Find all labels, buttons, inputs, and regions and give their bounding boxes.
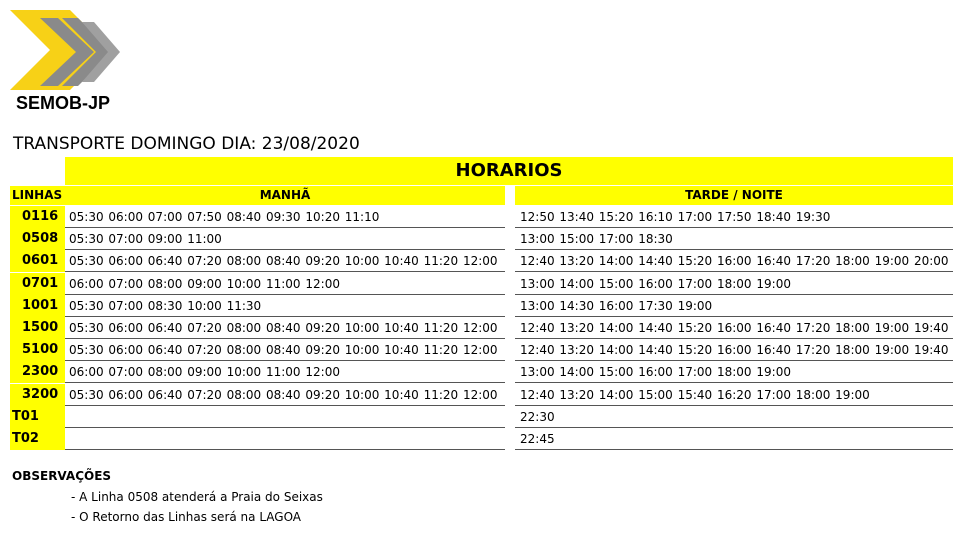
morning-times [65, 406, 505, 428]
afternoon-times: 13:00 15:00 17:00 18:30 [515, 228, 953, 250]
line-code: T01 [10, 406, 65, 428]
line-code: 3200 [10, 384, 65, 406]
morning-times: 05:30 06:00 06:40 07:20 08:00 08:40 09:20 10:00 10:40 11:20 12:00 [65, 250, 505, 272]
morning-times: 05:30 06:00 06:40 07:20 08:00 08:40 09:20 10:00 10:40 11:20 12:00 [65, 384, 505, 406]
afternoon-times: 22:30 [515, 406, 953, 428]
morning-times: 06:00 07:00 08:00 09:00 10:00 11:00 12:00 [65, 361, 505, 383]
morning-times: 05:30 06:00 06:40 07:20 08:00 08:40 09:20 10:00 10:40 11:20 12:00 [65, 317, 505, 339]
observation-item: - O Retorno das Linhas será na LAGOA [71, 510, 302, 524]
schedule-header [65, 157, 953, 185]
observation-item: - A Linha 0508 atenderá a Praia do Seixas [71, 490, 323, 504]
line-code: T02 [10, 428, 65, 450]
afternoon-times: 13:00 14:30 16:00 17:30 19:00 [515, 295, 953, 317]
table-row [0, 406, 973, 428]
afternoon-times: 12:40 13:20 14:00 14:40 15:20 16:00 16:40 17:20 18:00 19:00 19:40 [515, 339, 953, 361]
afternoon-times: 22:45 [515, 428, 953, 450]
table-row [0, 339, 973, 361]
table-row [0, 206, 973, 228]
schedule-header-label: HORARIOS [455, 160, 563, 181]
morning-times: 05:30 07:00 08:30 10:00 11:30 [65, 295, 505, 317]
line-code: 0601 [10, 250, 65, 272]
morning-times: 05:30 06:00 07:00 07:50 08:40 09:30 10:20 11:10 [65, 206, 505, 228]
line-code: 1500 [10, 317, 65, 339]
line-code: 5100 [10, 339, 65, 361]
morning-times [65, 428, 505, 450]
morning-times: 06:00 07:00 08:00 09:00 10:00 11:00 12:00 [65, 273, 505, 295]
column-header-tarde: TARDE / NOITE [515, 186, 953, 205]
column-header-manha: MANHÃ [65, 186, 505, 205]
semob-logo [10, 8, 120, 113]
line-code: 1001 [10, 295, 65, 317]
table-row [0, 428, 973, 450]
line-code: 0701 [10, 273, 65, 295]
table-row [0, 250, 973, 272]
logo-text: SEMOB-JP [16, 93, 111, 113]
table-row [0, 295, 973, 317]
table-row [0, 384, 973, 406]
afternoon-times: 12:40 13:20 14:00 15:00 15:40 16:20 17:00 18:00 19:00 [515, 384, 953, 406]
table-row [0, 317, 973, 339]
line-code: 2300 [10, 361, 65, 383]
afternoon-times: 12:40 13:20 14:00 14:40 15:20 16:00 16:40 17:20 18:00 19:00 20:00 [515, 250, 953, 272]
table-row [0, 273, 973, 295]
morning-times: 05:30 07:00 09:00 11:00 [65, 228, 505, 250]
table-row [0, 361, 973, 383]
afternoon-times: 12:50 13:40 15:20 16:10 17:00 17:50 18:40 19:30 [515, 206, 953, 228]
table-row [0, 228, 973, 250]
afternoon-times: 12:40 13:20 14:00 14:40 15:20 16:00 16:40 17:20 18:00 19:00 19:40 [515, 317, 953, 339]
afternoon-times: 13:00 14:00 15:00 16:00 17:00 18:00 19:00 [515, 273, 953, 295]
line-code: 0116 [10, 206, 65, 228]
page-title: TRANSPORTE DOMINGO DIA: 23/08/2020 [13, 134, 360, 154]
line-code: 0508 [10, 228, 65, 250]
morning-times: 05:30 06:00 06:40 07:20 08:00 08:40 09:20 10:00 10:40 11:20 12:00 [65, 339, 505, 361]
chevron-logo-icon [10, 8, 120, 98]
observations-title: OBSERVAÇÕES [12, 469, 112, 483]
afternoon-times: 13:00 14:00 15:00 16:00 17:00 18:00 19:00 [515, 361, 953, 383]
column-header-linhas: LINHAS [10, 186, 65, 205]
